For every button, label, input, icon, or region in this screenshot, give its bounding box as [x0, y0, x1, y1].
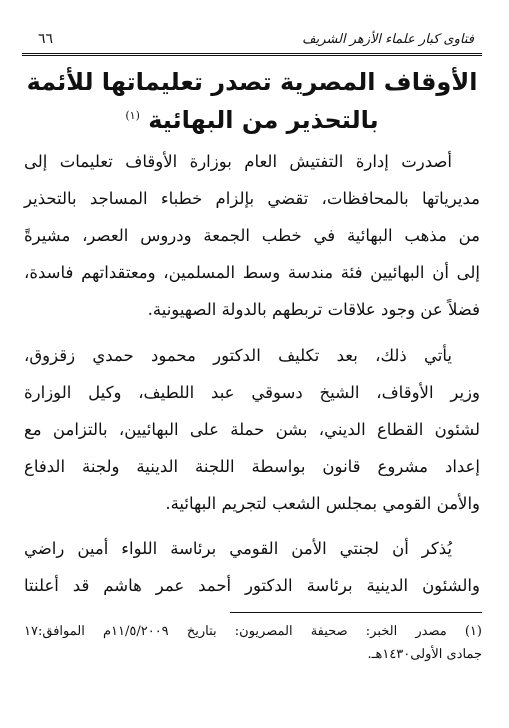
footnote-reference: (١) [125, 109, 140, 122]
body-line: والشئون الدينية برئاسة الدكتور أحمد عمر هاشم قد أعلنتا [24, 576, 480, 595]
body-line: من مذهب البهائية في خطب الجمعة ودروس العصر، مشيرةً [24, 226, 480, 245]
body-line: فضلاً عن وجود علاقات تربطهم بالدولة الصهيونية. [147, 300, 480, 319]
footnote-line-2: جمادى الأولى١٤٣٠هـ. [367, 647, 482, 662]
body-line: إلى أن البهائيين فئة مندسة وسط المسلمين، ومعتقداتهم فاسدة، [24, 263, 480, 282]
body-line: يأتي ذلك، بعد تكليف الدكتور محمود حمدي زقزوق، [24, 346, 452, 365]
article-title-line-2 [22, 106, 482, 134]
page-number: ٦٦ [38, 31, 54, 47]
article-title-text: بالتحذير من البهائية [148, 106, 379, 134]
header-rule [22, 53, 482, 56]
body-line: لشئون القطاع الديني، بشن حملة على البهائيين، بالتزامن مع [24, 420, 480, 439]
body-line: والأمن القومي بمجلس الشعب لتجريم البهائية. [165, 494, 480, 513]
running-title: فتاوى كبار علماء الأزهر الشريف [302, 32, 474, 47]
footnote-rule [230, 612, 482, 613]
footnote-line-1: (١) مصدر الخبر: صحيفة المصريون: بتاريخ ١١/٥/٢٠٠٩م الموافق:١٧ [24, 624, 482, 639]
body-line: إعداد مشروع قانون بواسطة اللجنة الدينية ولجنة الدفاع [24, 457, 480, 476]
body-line: أصدرت إدارة التفتيش العام بوزارة الأوقاف تعليمات إلى [24, 152, 452, 171]
body-line: يُذكر أن لجنتي الأمن القومي برئاسة اللواء أمين راضي [24, 539, 452, 558]
article-title-line-1: الأوقاف المصرية تصدر تعليماتها للأئمة [26, 68, 478, 96]
running-header [22, 30, 482, 54]
body-line: مديرياتها بالمحافظات، تقضي بإلزام خطباء المساجد بالتحذير [24, 189, 480, 208]
body-line: وزير الأوقاف، الشيخ دسوقي عبد اللطيف، وكيل الوزارة [24, 383, 480, 402]
